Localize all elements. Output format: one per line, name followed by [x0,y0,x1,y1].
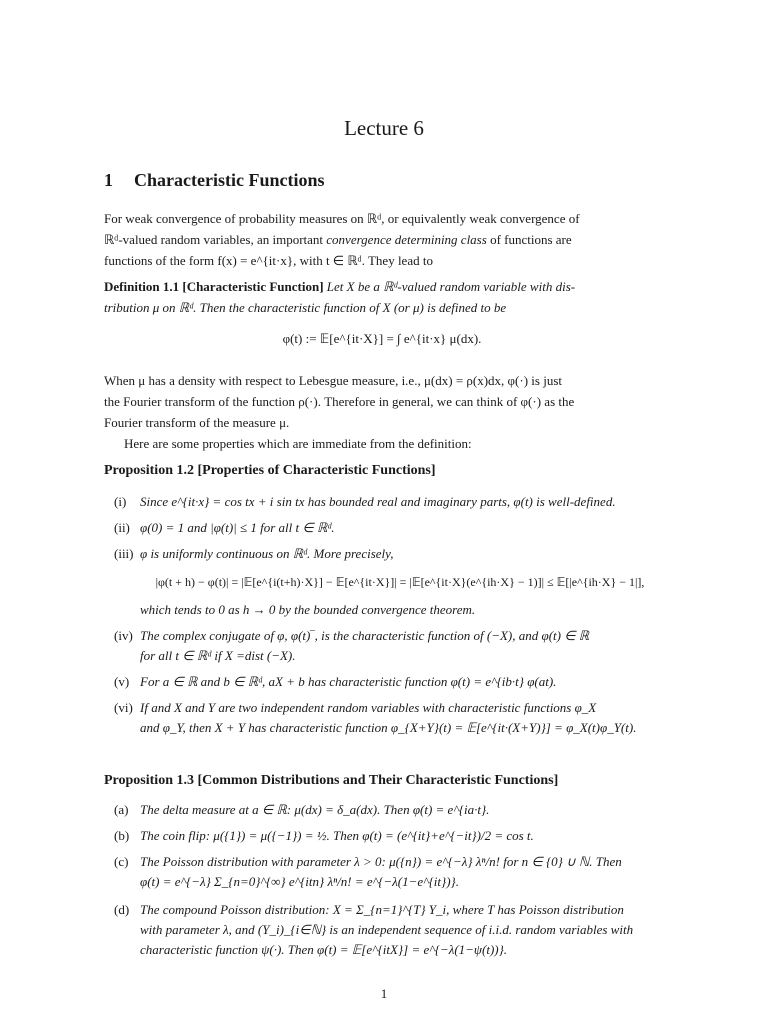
definition-formula: φ(t) := 𝔼[e^{it·X}] = ∫ e^{it·x} μ(dx). [282,331,482,346]
list-item: (c) The Poisson distribution with parameter λ > 0: μ({n}) = e^{−λ} λⁿ/n! for n ∈ {0} ∪ ℕ. Then φ(t) = e^{−λ} Σ_{n=0}^{∞} e^{itn} λⁿ/n! = e^{−λ(1−e^{it})}. [114,854,622,889]
section-heading [104,170,324,191]
list-item: (i) Since e^{it·x} = cos tx + i sin tx has bounded real and imaginary parts, φ(t) is well-defined. [114,494,616,509]
intro-paragraph [104,208,660,271]
lecture-title: Lecture 6 [344,116,424,140]
proposition-1-2-list [104,492,660,738]
definition-text: tribution μ on ℝᵈ. Then the characteristic function of X (or μ) is defined to be [104,300,507,315]
remark-paragraph [104,370,660,454]
section-title: Characteristic Functions [134,170,325,190]
emphasis-text: convergence determining class [326,232,487,247]
continuity-formula: |φ(t + h) − φ(t)| = |𝔼[e^{i(t+h)·X}] − 𝔼[e^{it·X}]| = |𝔼[e^{it·X}(e^{ih·X} − 1)]| ≤ 𝔼[|e^{ih·X} − 1|], [155,575,645,589]
proposition-1-2-title: Proposition 1.2 [Properties of Characteristic Functions] [104,463,436,478]
remark-line: When μ has a density with respect to Lebesgue measure, i.e., μ(dx) = ρ(x)dx, φ(·) is just [104,373,562,388]
definition-block [104,276,660,349]
list-item: (a) The delta measure at a ∈ ℝ: μ(dx) = δ_a(dx). Then φ(t) = e^{ia·t}. [114,802,490,817]
section-number: 1 [104,170,113,190]
definition-text: Let X be a ℝᵈ-valued random variable with dis- [323,279,576,294]
list-item: (iii) φ is uniformly continuous on ℝᵈ. More precisely, |φ(t + h) − φ(t)| = |𝔼[e^{i(t+h)·X}] − 𝔼[e^{it·X}]| = |𝔼[e^{it·X}(e^{ih·X} − 1)]| ≤ 𝔼[|e^{ih·X} − 1|], which tends to 0 as h → 0 by the bounded convergence theorem. [104,544,660,620]
remark-line: the Fourier transform of the function ρ(·). Therefore in general, we can think of φ(·) as the [104,394,575,409]
proposition-1-3-title: Proposition 1.3 [Common Distributions and Their Characteristic Functions] [104,773,559,788]
intro-line: functions of the form f(x) = e^{it·x}, with t ∈ ℝᵈ. They lead to [104,253,433,268]
definition-label: Definition 1.1 [Characteristic Function] [104,279,324,294]
intro-line: For weak convergence of probability measures on ℝᵈ, or equivalently weak convergence of [104,211,580,226]
list-item: (ii) φ(0) = 1 and |φ(t)| ≤ 1 for all t ∈ ℝᵈ. [114,520,335,535]
list-item: (vi) If and X and Y are two independent random variables with characteristic functions φ_X and φ_Y, then X + Y has characteristic function φ_{X+Y}(t) = 𝔼[e^{it·(X+Y)}] = φ_X(t)φ_Y(t). [114,700,637,735]
page-number: 1 [380,986,388,1001]
remark-line: Fourier transform of the measure μ. [104,415,290,430]
proposition-1-3-list [104,800,660,960]
list-item: (b) The coin flip: μ({1}) = μ({−1}) = ½. Then φ(t) = (e^{it}+e^{−it})/2 = cos t. [114,828,534,843]
remark-line: Here are some properties which are immediate from the definition: [124,436,472,451]
list-item: (v) For a ∈ ℝ and b ∈ ℝᵈ, aX + b has characteristic function φ(t) = e^{ib·t} φ(at). [114,674,557,689]
list-item: (d) The compound Poisson distribution: X = Σ_{n=1}^{T} Y_i, where T has Poisson distribution with parameter λ, and (Y_i)_{i∈ℕ} is an independent sequence of i.i.d. random variables with characteristic function ψ(·). Then φ(t) = 𝔼[e^{itX}] = e^{−λ(1−ψ(t))}. [114,902,634,957]
list-item: (iv) The complex conjugate of φ, φ(t)‾, is the characteristic function of (−X), and φ(t) ∈ ℝ for all t ∈ ℝᵈ if X =dist (−X). [114,628,590,663]
intro-line: ℝᵈ-valued random variables, an important convergence determining class of functions are [104,232,572,247]
